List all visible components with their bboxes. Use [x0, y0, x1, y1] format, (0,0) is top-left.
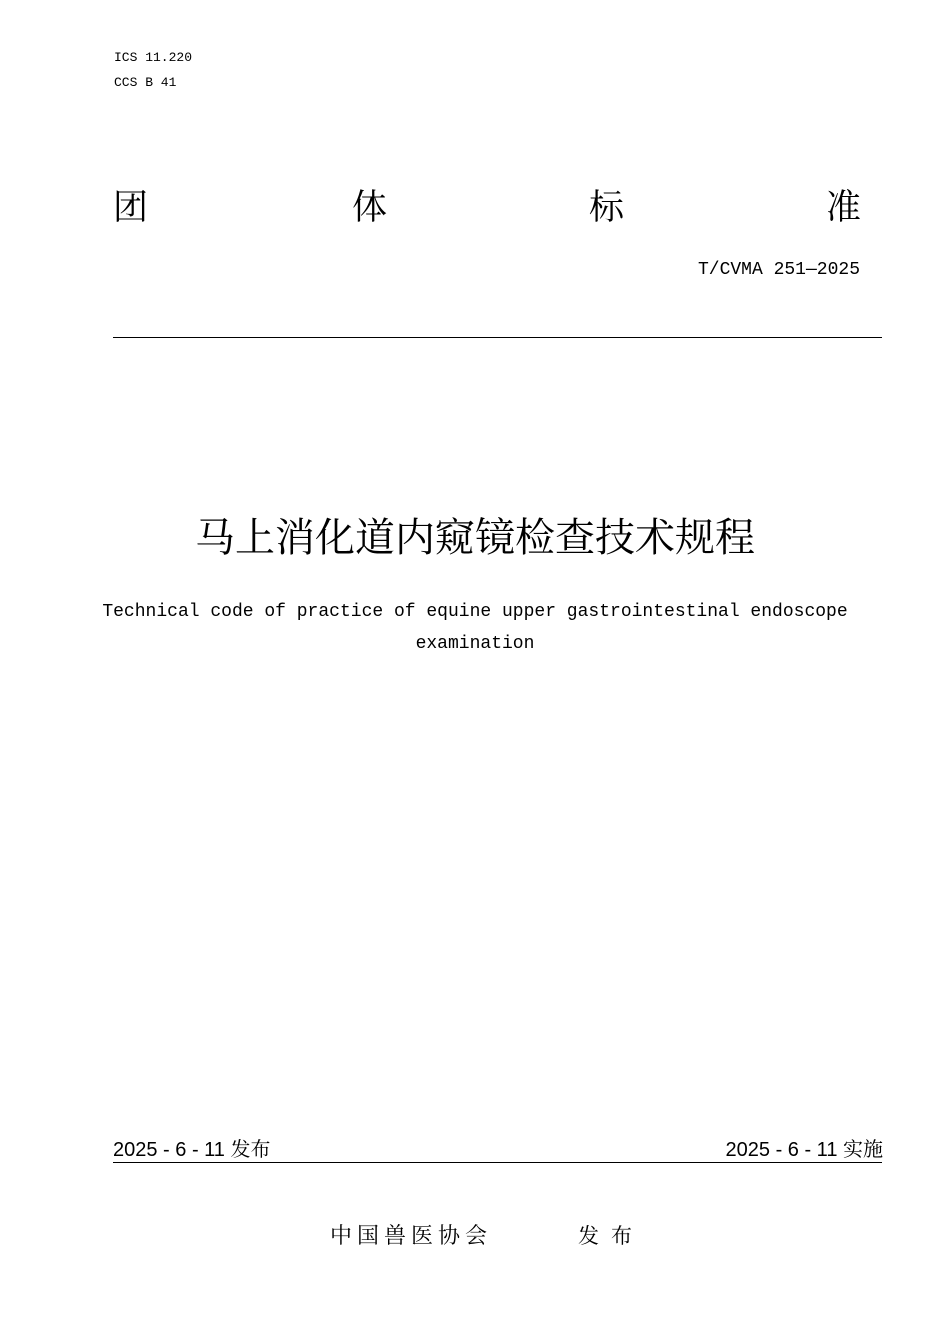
bottom-divider: [113, 1162, 882, 1163]
issue-date: 2025 - 6 - 11 发布: [113, 1139, 271, 1161]
ccs-code: CCS B 41: [114, 75, 177, 90]
standard-type-char-1: 团: [113, 188, 149, 228]
implementation-date: 2025 - 6 - 11 实施: [725, 1139, 883, 1161]
title-english-line-2: examination: [415, 634, 535, 654]
standard-number: T/CVMA 251—2025: [697, 260, 860, 280]
standard-type-char-4: 准: [826, 188, 862, 228]
top-divider: [113, 337, 882, 338]
standard-type-char-3: 标: [589, 188, 625, 228]
publisher-action: 发布: [578, 1224, 644, 1248]
standard-type-char-2: 体: [352, 188, 388, 228]
title-english-line-1: Technical code of practice of equine upper gastrointestinal endoscope: [102, 602, 848, 622]
title-chinese: 马上消化道内窥镜检查技术规程: [195, 515, 755, 561]
ics-code: ICS 11.220: [114, 50, 193, 65]
publisher-name: 中国兽医协会: [330, 1224, 493, 1249]
